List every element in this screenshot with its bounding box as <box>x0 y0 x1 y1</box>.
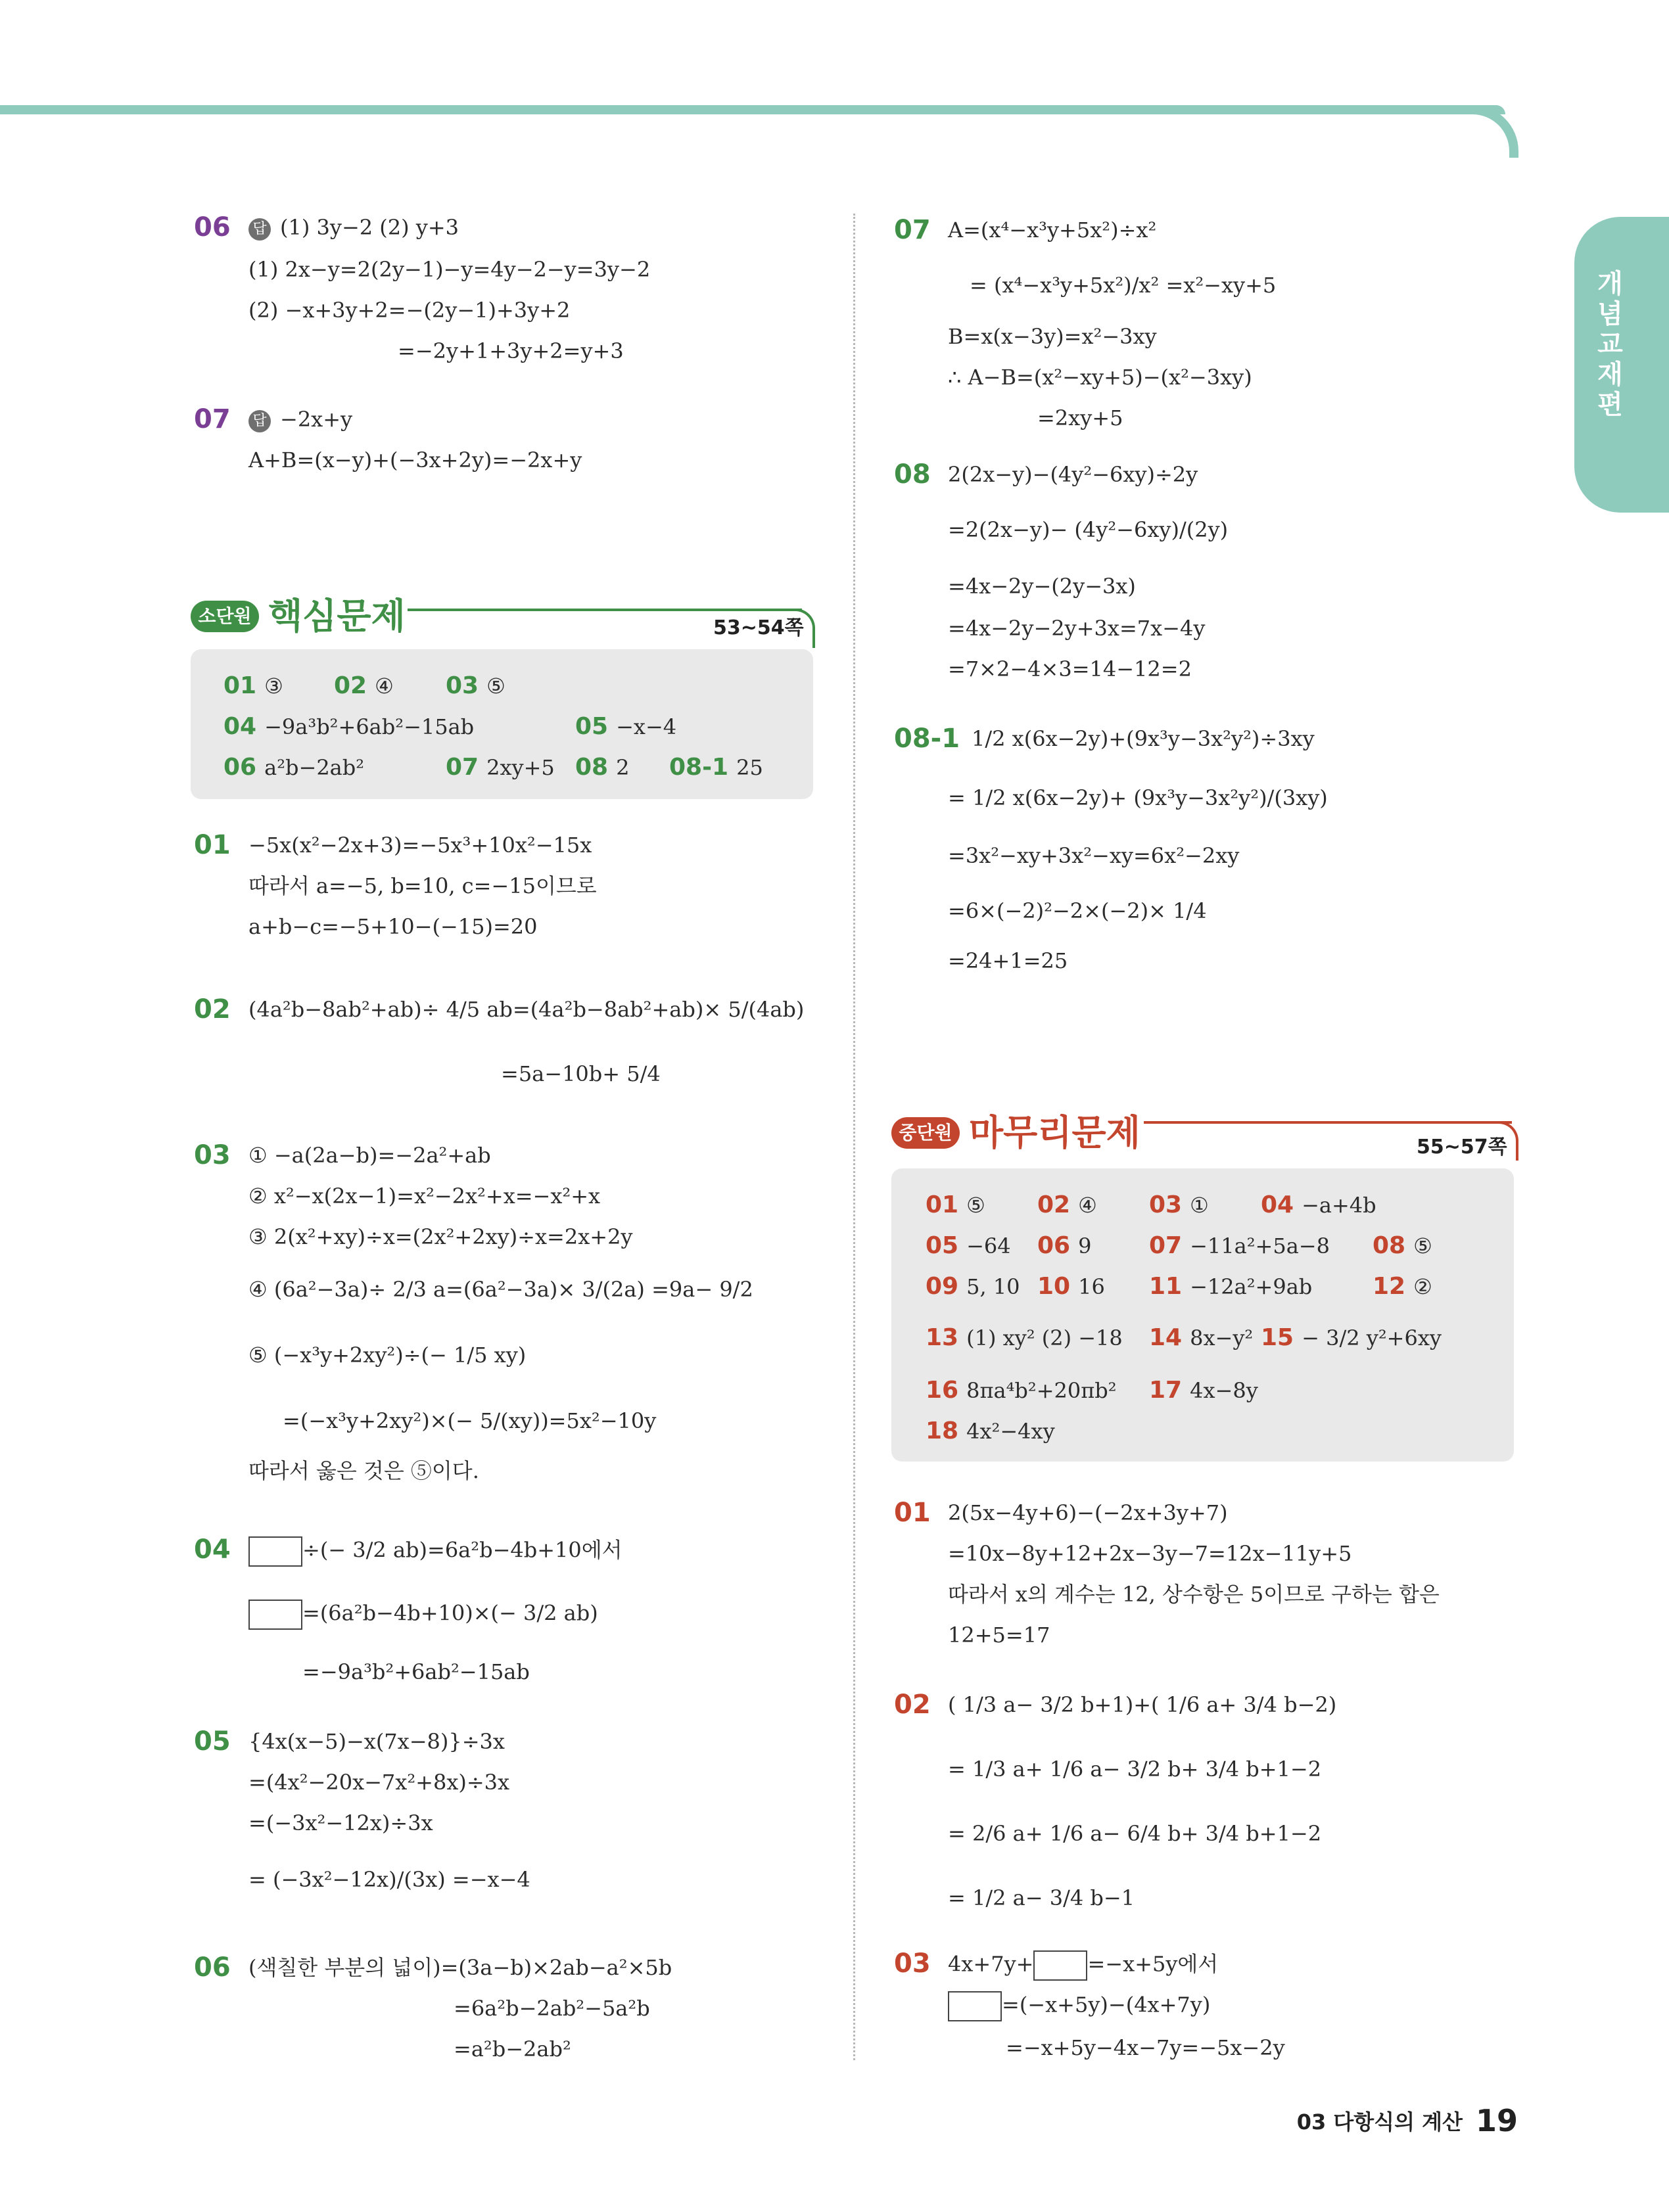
problem-number: 03 <box>194 1140 231 1170</box>
problem-number: 01 <box>894 1498 931 1528</box>
solution-line: 4x+7y+ =−x+5y에서 <box>948 1950 1218 1981</box>
column-divider <box>853 214 855 2060</box>
solution-line: 12+5=17 <box>948 1623 1050 1647</box>
answer-item: 10 16 <box>1037 1273 1105 1300</box>
section-rule <box>1144 1121 1512 1124</box>
problem-number: 07 <box>894 215 931 245</box>
answer-item: 12 ② <box>1373 1273 1432 1300</box>
problem-number: 04 <box>194 1534 231 1565</box>
solution-line: ① −a(2a−b)=−2a²+ab <box>248 1143 491 1168</box>
answer-item: 08 ⑤ <box>1373 1232 1432 1259</box>
answer-item: 03 ⑤ <box>446 672 505 699</box>
blank-box <box>248 1600 302 1630</box>
answer-badge-icon: 답 <box>248 410 271 432</box>
problem-number: 03 <box>894 1948 931 1979</box>
problem-number: 05 <box>194 1726 231 1757</box>
solution-line: =4x−2y−(2y−3x) <box>948 574 1136 599</box>
solution-line: =3x²−xy+3x²−xy=6x²−2xy <box>948 843 1240 868</box>
solution-line: =6×(−2)²−2×(−2)× 1/4 <box>948 898 1207 923</box>
solution-line: = 1/3 a+ 1/6 a− 3/2 b+ 3/4 b+1−2 <box>948 1757 1322 1782</box>
answer-item: 05 −64 <box>926 1232 1011 1259</box>
solution-line: ⑤ (−x³y+2xy²)÷(− 1/5 xy) <box>248 1343 527 1368</box>
answer-item: 07 2xy+5 <box>446 754 555 781</box>
solution-line: =(−3x²−12x)÷3x <box>248 1810 433 1835</box>
answer-item: 08 2 <box>575 754 630 781</box>
solution-line: =4x−2y−2y+3x=7x−4y <box>948 616 1206 641</box>
solution-line: 따라서 x의 계수는 12, 상수항은 5이므로 구하는 합은 <box>948 1582 1440 1607</box>
solution-line: (4a²b−8ab²+ab)÷ 4/5 ab=(4a²b−8ab²+ab)× 5/(4ab) <box>248 997 805 1022</box>
side-tab <box>1574 217 1669 513</box>
solution-line: = (x⁴−x³y+5x²)/x² =x²−xy+5 <box>970 273 1277 298</box>
solution-line: 2(2x−y)−(4y²−6xy)÷2y <box>948 462 1198 487</box>
solution-line: =24+1=25 <box>948 948 1068 973</box>
solution-line: a+b−c=−5+10−(−15)=20 <box>248 914 538 939</box>
solution-line: ( 1/3 a− 3/2 b+1)+( 1/6 a+ 3/4 b−2) <box>948 1692 1337 1717</box>
answer-item: 01 ③ <box>223 672 283 699</box>
answer-item: 17 4x−8y <box>1149 1377 1258 1404</box>
problem-number: 06 <box>194 1952 231 1983</box>
solution-line: = 1/2 a− 3/4 b−1 <box>948 1885 1135 1910</box>
section-rule <box>408 609 802 611</box>
answer-item: 02 ④ <box>334 672 394 699</box>
answer-item: 03 ① <box>1149 1191 1209 1218</box>
answer-item: 14 8x−y² <box>1149 1324 1254 1351</box>
solution-line: (1) 2x−y=2(2y−1)−y=4y−2−y=3y−2 <box>248 257 651 282</box>
answer-item: 09 5, 10 <box>926 1273 1020 1300</box>
problem-number: 01 <box>194 830 231 860</box>
solution-line: 1/2 x(6x−2y)+(9x³y−3x²y²)÷3xy <box>972 726 1315 751</box>
solution-line: =(6a²b−4b+10)×(− 3/2 ab) <box>248 1600 598 1630</box>
solution-line: {4x(x−5)−x(7x−8)}÷3x <box>248 1729 505 1754</box>
answer-badge-icon: 답 <box>248 218 271 241</box>
blank-box <box>248 1536 302 1567</box>
answer-item: 08-1 25 <box>669 754 763 781</box>
top-decoration-curve <box>1446 105 1518 158</box>
answer-item: 06 9 <box>1037 1232 1092 1259</box>
page-footer <box>1297 2103 1518 2138</box>
chapter-title: 03 다항식의 계산 <box>1296 2109 1463 2134</box>
answer-item: 15 − 3/2 y²+6xy <box>1261 1324 1442 1351</box>
section-page-range: 53~54쪽 <box>713 616 804 639</box>
answer-item: 11 −12a²+9ab <box>1149 1273 1313 1300</box>
problem-number: 08-1 <box>894 724 960 754</box>
section-rule-corner <box>1492 1121 1518 1161</box>
solution-line: =2(2x−y)− (4y²−6xy)/(2y) <box>948 517 1229 542</box>
solution-line: =2xy+5 <box>1037 405 1123 430</box>
section-title: 핵심문제 <box>268 595 406 637</box>
solution-line: =(−x³y+2xy²)×(− 5/(xy))=5x²−10y <box>283 1408 657 1433</box>
solution-line: ③ 2(x²+xy)÷x=(2x²+2xy)÷x=2x+2y <box>248 1224 633 1249</box>
section-tag: 소단원 <box>191 601 259 632</box>
answer-item: 07 −11a²+5a−8 <box>1149 1232 1330 1259</box>
page-number: 19 <box>1475 2103 1518 2138</box>
solution-line: 따라서 옳은 것은 ⑤이다. <box>248 1458 479 1483</box>
solution-line: B=x(x−3y)=x²−3xy <box>948 324 1157 349</box>
answer-item: 01 ⑤ <box>926 1191 985 1218</box>
solution-line: 따라서 a=−5, b=10, c=−15이므로 <box>248 873 597 898</box>
solution-line: =6a²b−2ab²−5a²b <box>454 1996 650 2021</box>
solution-line: =10x−8y+12+2x−3y−7=12x−11y+5 <box>948 1541 1352 1566</box>
solution-line: (색칠한 부분의 넓이)=(3a−b)×2ab−a²×5b <box>248 1955 672 1980</box>
solution-line: A+B=(x−y)+(−3x+2y)=−2x+y <box>248 448 582 472</box>
solution-line: ④ (6a²−3a)÷ 2/3 a=(6a²−3a)× 3/(2a) =9a− 9/2 <box>248 1277 753 1302</box>
answer-item: 02 ④ <box>1037 1191 1097 1218</box>
answer-line: 답 −2x+y <box>248 406 352 432</box>
solution-line: ÷(− 3/2 ab)=6a²b−4b+10에서 <box>248 1536 623 1567</box>
side-tab-label: 개념교재편 <box>1593 269 1623 421</box>
problem-number: 02 <box>194 994 231 1025</box>
solution-line: =−2y+1+3y+2=y+3 <box>398 338 624 363</box>
solution-line: =5a−10b+ 5/4 <box>501 1061 661 1086</box>
solution-line: = 1/2 x(6x−2y)+ (9x³y−3x²y²)/(3xy) <box>948 785 1328 810</box>
solution-line: =−9a³b²+6ab²−15ab <box>302 1659 530 1684</box>
solution-line: =(4x²−20x−7x²+8x)÷3x <box>248 1770 510 1795</box>
section-title: 마무리문제 <box>969 1112 1140 1153</box>
problem-number: 07 <box>194 404 231 434</box>
solution-line: (2) −x+3y+2=−(2y−1)+3y+2 <box>248 298 571 323</box>
blank-box <box>1033 1950 1087 1981</box>
blank-box <box>948 1991 1002 2021</box>
solution-line: =7×2−4×3=14−12=2 <box>948 657 1192 681</box>
top-decoration-bar <box>0 105 1505 114</box>
solution-line: 2(5x−4y+6)−(−2x+3y+7) <box>948 1500 1228 1525</box>
answer-item: 13 (1) xy² (2) −18 <box>926 1324 1123 1351</box>
section-tag: 중단원 <box>891 1117 960 1149</box>
solution-line: ② x²−x(2x−1)=x²−2x²+x=−x²+x <box>248 1184 601 1209</box>
section-page-range: 55~57쪽 <box>1417 1136 1507 1159</box>
solution-line: ∴ A−B=(x²−xy+5)−(x²−3xy) <box>948 365 1252 390</box>
answer-item: 06 a²b−2ab² <box>223 754 365 781</box>
solution-line: =−x+5y−4x−7y=−5x−2y <box>1006 2035 1285 2060</box>
answer-line: 답 (1) 3y−2 (2) y+3 <box>248 214 459 241</box>
answer-item: 18 4x²−4xy <box>926 1417 1055 1444</box>
solution-line: −5x(x²−2x+3)=−5x³+10x²−15x <box>248 833 592 858</box>
solution-line: = (−3x²−12x)/(3x) =−x−4 <box>248 1867 530 1892</box>
answer-item: 04 −9a³b²+6ab²−15ab <box>223 713 475 740</box>
solution-line: A=(x⁴−x³y+5x²)÷x² <box>948 218 1157 242</box>
problem-number: 08 <box>894 459 931 490</box>
answer-item: 16 8πa⁴b²+20πb² <box>926 1377 1117 1404</box>
answer-item: 05 −x−4 <box>575 713 677 740</box>
problem-number: 06 <box>194 212 231 242</box>
solution-line: =(−x+5y)−(4x+7y) <box>948 1991 1210 2021</box>
section-rule-corner <box>789 609 815 648</box>
problem-number: 02 <box>894 1690 931 1720</box>
solution-line: = 2/6 a+ 1/6 a− 6/4 b+ 3/4 b+1−2 <box>948 1821 1322 1846</box>
solution-line: =a²b−2ab² <box>454 2037 571 2062</box>
answer-item: 04 −a+4b <box>1261 1191 1376 1218</box>
